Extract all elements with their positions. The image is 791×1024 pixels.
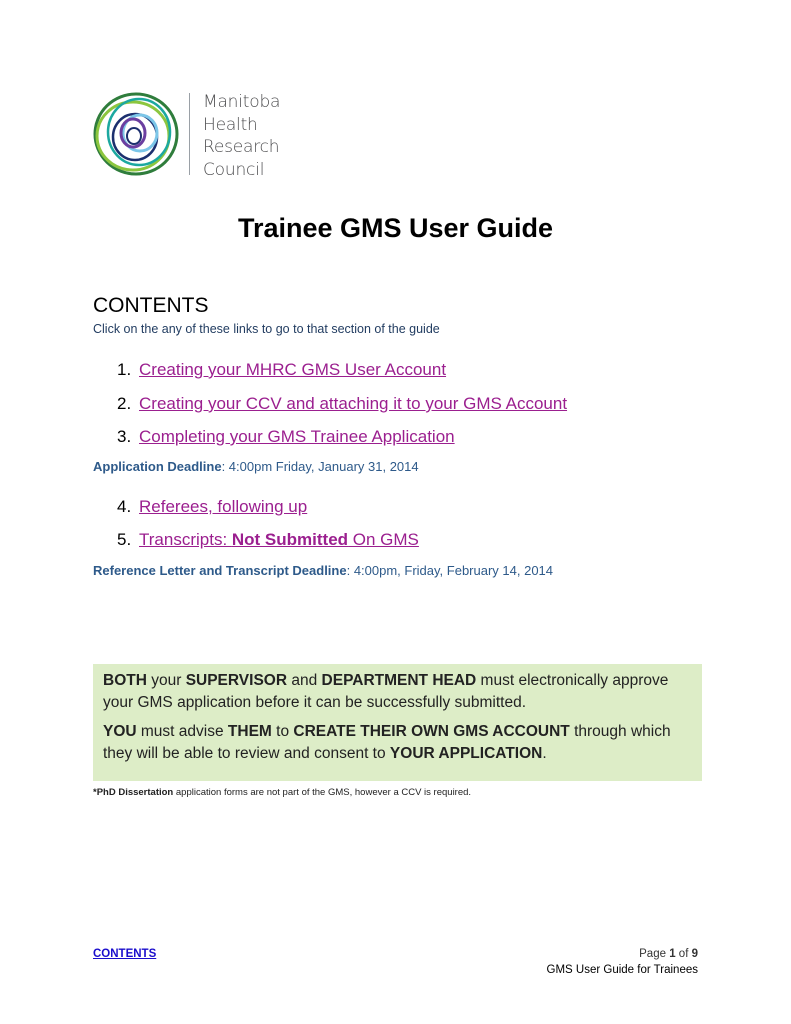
notice-text: must electronically approve your GMS application before it can be successfully submitted. xyxy=(103,672,669,711)
notice-text: through which they will be able to review and consent to xyxy=(103,723,671,762)
deadline-label: Reference Letter and Transcript Deadline xyxy=(93,563,347,578)
toc-link-emphasis: Not Submitted xyxy=(231,530,349,549)
toc-link-transcripts[interactable] xyxy=(139,530,419,549)
page-total: 9 xyxy=(691,948,698,960)
notice-emphasis: YOU xyxy=(103,723,137,740)
toc-item-transcripts xyxy=(117,530,419,550)
toc-number: 3. xyxy=(117,427,132,446)
deadline-value: : 4:00pm, Friday, February 14, 2014 xyxy=(346,563,554,578)
contents-instruction: Click on the any of these links to go to that section of the guide xyxy=(93,322,440,336)
toc-number: 2. xyxy=(117,394,132,413)
notice-paragraph-advise xyxy=(103,721,698,765)
toc-item-user-account xyxy=(117,360,446,380)
notice-text: to xyxy=(271,723,294,740)
toc-number: 4. xyxy=(117,497,132,516)
toc-link-trainee-application[interactable]: Completing your GMS Trainee Application xyxy=(139,427,455,446)
page-of: of xyxy=(675,948,692,960)
notice-paragraph-approval xyxy=(103,670,698,714)
mhrc-logo-mark xyxy=(90,90,180,180)
notice-text: . xyxy=(542,745,547,762)
toc-item-trainee-application xyxy=(117,427,455,447)
toc-item-referees xyxy=(117,497,307,517)
notice-emphasis: SUPERVISOR xyxy=(185,672,288,689)
toc-link-referees[interactable]: Referees, following up xyxy=(139,497,308,516)
logo-line: Health xyxy=(203,114,258,135)
toc-link-user-account[interactable]: Creating your MHRC GMS User Account xyxy=(139,360,447,379)
logo-line: Research xyxy=(203,137,280,157)
document-title: Trainee GMS User Guide xyxy=(237,213,554,243)
logo-line: Manitoba xyxy=(203,92,281,112)
deadline-label: Application Deadline xyxy=(93,459,222,474)
notice-emphasis: CREATE THEIR OWN GMS ACCOUNT xyxy=(293,723,570,740)
contents-heading: CONTENTS xyxy=(93,294,209,317)
notice-text: and xyxy=(287,672,322,689)
toc-item-ccv xyxy=(117,394,567,414)
footnote-emphasis: *PhD Dissertation xyxy=(93,787,174,798)
logo-wordmark xyxy=(203,91,280,181)
notice-text: must advise xyxy=(136,723,228,740)
page-label: Page xyxy=(639,948,670,960)
logo-line: Council xyxy=(203,159,265,180)
footer-contents-link[interactable]: CONTENTS xyxy=(93,948,157,960)
application-deadline xyxy=(93,459,419,474)
toc-link-text: On GMS xyxy=(348,530,419,549)
footnote-text: application forms are not part of the GMS, however a CCV is required. xyxy=(173,787,472,798)
notice-emphasis: DEPARTMENT HEAD xyxy=(321,672,477,689)
page-number xyxy=(639,948,698,960)
toc-number: 5. xyxy=(117,530,132,549)
page-current: 1 xyxy=(669,948,676,960)
notice-text: your xyxy=(146,672,186,689)
toc-number: 1. xyxy=(117,360,132,379)
notice-emphasis: BOTH xyxy=(103,672,147,689)
approval-notice-box xyxy=(93,664,702,781)
toc-link-ccv[interactable]: Creating your CCV and attaching it to your GMS Account xyxy=(139,394,568,413)
footer-document-name: GMS User Guide for Trainees xyxy=(546,964,698,976)
toc-link-text: Transcripts: xyxy=(139,530,232,549)
logo-divider xyxy=(189,93,190,175)
notice-emphasis: THEM xyxy=(227,723,272,740)
reference-deadline xyxy=(93,563,553,578)
deadline-value: : 4:00pm Friday, January 31, 2014 xyxy=(221,459,419,474)
phd-footnote xyxy=(93,787,471,798)
notice-emphasis: YOUR APPLICATION xyxy=(389,745,543,762)
